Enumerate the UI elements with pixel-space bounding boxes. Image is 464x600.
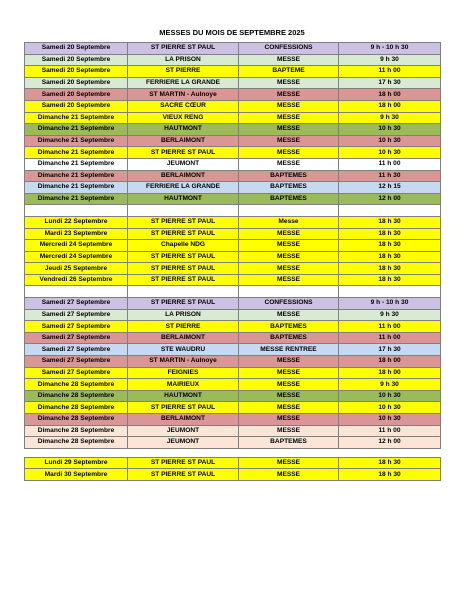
date-cell: Samedi 27 Septembre (25, 298, 128, 310)
event-type-cell: MESSE (239, 124, 339, 136)
event-type-cell: BAPTEMES (239, 332, 339, 344)
time-cell: 18 h 00 (339, 100, 441, 112)
date-cell: Dimanche 21 Septembre (25, 135, 128, 147)
time-cell: 12 h 00 (339, 193, 441, 205)
location-cell: ST PIERRE ST PAUL (128, 147, 239, 159)
location-cell: FERRIERE LA GRANDE (128, 77, 239, 89)
date-cell (25, 205, 128, 217)
table-row (25, 43, 441, 55)
event-type-cell: MESSE (239, 309, 339, 321)
section-gap (25, 448, 441, 457)
table-row (25, 437, 441, 449)
location-cell: VIEUX RENG (128, 112, 239, 124)
location-cell (128, 448, 239, 457)
table-row (25, 158, 441, 170)
time-cell: 10 h 30 (339, 414, 441, 426)
date-cell: Lundi 22 Septembre (25, 216, 128, 228)
time-cell: 11 h 00 (339, 158, 441, 170)
location-cell: STE WAUDRU (128, 344, 239, 356)
event-type-cell: BAPTEMES (239, 321, 339, 333)
event-type-cell: MESSE (239, 457, 339, 469)
location-cell: ST PIERRE ST PAUL (128, 402, 239, 414)
location-cell: Chapelle NDG (128, 240, 239, 252)
event-type-cell: MESSE (239, 100, 339, 112)
time-cell: 11 h 30 (339, 170, 441, 182)
time-cell: 18 h 30 (339, 263, 441, 275)
time-cell: 18 h 00 (339, 89, 441, 101)
table-row (25, 274, 441, 286)
location-cell: HAUTMONT (128, 124, 239, 136)
event-type-cell: MESSE (239, 158, 339, 170)
event-type-cell: BAPTEME (239, 66, 339, 78)
table-row (25, 77, 441, 89)
table-row (25, 344, 441, 356)
time-cell: 18 h 00 (339, 367, 441, 379)
time-cell (339, 286, 441, 298)
date-cell: Dimanche 28 Septembre (25, 425, 128, 437)
date-cell: Dimanche 21 Septembre (25, 193, 128, 205)
location-cell: ST PIERRE ST PAUL (128, 469, 239, 481)
schedule-body (25, 43, 441, 481)
date-cell: Samedi 27 Septembre (25, 344, 128, 356)
time-cell: 10 h 30 (339, 135, 441, 147)
date-cell (25, 286, 128, 298)
table-row (25, 100, 441, 112)
date-cell: Samedi 27 Septembre (25, 332, 128, 344)
event-type-cell: BAPTEMES (239, 182, 339, 194)
time-cell: 18 h 30 (339, 251, 441, 263)
event-type-cell: MESSE (239, 135, 339, 147)
table-row (25, 298, 441, 310)
location-cell: ST PIERRE ST PAUL (128, 274, 239, 286)
location-cell: JEUMONT (128, 425, 239, 437)
time-cell: 11 h 00 (339, 66, 441, 78)
date-cell: Samedi 20 Septembre (25, 89, 128, 101)
event-type-cell: MESSE (239, 414, 339, 426)
table-row (25, 193, 441, 205)
table-row (25, 402, 441, 414)
location-cell: ST MARTIN - Aulnoye (128, 89, 239, 101)
location-cell: ST PIERRE (128, 66, 239, 78)
time-cell: 18 h 30 (339, 228, 441, 240)
table-row (25, 367, 441, 379)
date-cell: Jeudi 25 Septembre (25, 263, 128, 275)
event-type-cell: Messe (239, 216, 339, 228)
event-type-cell: MESSE (239, 274, 339, 286)
date-cell: Mardi 30 Septembre (25, 469, 128, 481)
time-cell: 11 h 00 (339, 425, 441, 437)
table-row (25, 228, 441, 240)
time-cell (339, 448, 441, 457)
time-cell: 11 h 00 (339, 332, 441, 344)
date-cell: Dimanche 21 Septembre (25, 170, 128, 182)
location-cell (128, 286, 239, 298)
table-row (25, 66, 441, 78)
table-row (25, 216, 441, 228)
table-row (25, 379, 441, 391)
date-cell: Samedi 20 Septembre (25, 43, 128, 55)
event-type-cell: MESSE (239, 54, 339, 66)
location-cell: ST PIERRE ST PAUL (128, 263, 239, 275)
table-row (25, 457, 441, 469)
event-type-cell (239, 205, 339, 217)
event-type-cell: CONFESSIONS (239, 298, 339, 310)
date-cell: Dimanche 28 Septembre (25, 390, 128, 402)
mass-schedule-table (24, 42, 441, 481)
date-cell: Mercredi 24 Septembre (25, 251, 128, 263)
event-type-cell: MESSE (239, 240, 339, 252)
table-row (25, 135, 441, 147)
date-cell: Dimanche 28 Septembre (25, 379, 128, 391)
event-type-cell: MESSE (239, 89, 339, 101)
location-cell: FERRIERE LA GRANDE (128, 182, 239, 194)
table-row (25, 469, 441, 481)
date-cell: Samedi 27 Septembre (25, 367, 128, 379)
time-cell: 9 h 30 (339, 112, 441, 124)
time-cell: 10 h 30 (339, 124, 441, 136)
time-cell: 11 h 00 (339, 321, 441, 333)
table-row (25, 54, 441, 66)
table-row (25, 89, 441, 101)
table-row (25, 251, 441, 263)
event-type-cell: MESSE (239, 379, 339, 391)
table-row (25, 112, 441, 124)
blank-row (25, 205, 441, 217)
event-type-cell: CONFESSIONS (239, 43, 339, 55)
blank-row (25, 286, 441, 298)
table-row (25, 147, 441, 159)
time-cell: 9 h - 10 h 30 (339, 43, 441, 55)
time-cell: 9 h 30 (339, 379, 441, 391)
event-type-cell: MESSE (239, 77, 339, 89)
date-cell (25, 448, 128, 457)
event-type-cell: MESSE (239, 263, 339, 275)
table-row (25, 170, 441, 182)
event-type-cell: MESSE (239, 251, 339, 263)
location-cell: HAUTMONT (128, 390, 239, 402)
date-cell: Dimanche 28 Septembre (25, 437, 128, 449)
event-type-cell: BAPTEMES (239, 170, 339, 182)
event-type-cell (239, 286, 339, 298)
event-type-cell (239, 448, 339, 457)
table-row (25, 332, 441, 344)
table-row (25, 263, 441, 275)
location-cell: FEIGNIES (128, 367, 239, 379)
location-cell: ST PIERRE ST PAUL (128, 43, 239, 55)
time-cell: 10 h 30 (339, 147, 441, 159)
time-cell: 10 h 30 (339, 390, 441, 402)
time-cell: 18 h 30 (339, 274, 441, 286)
location-cell: BERLAIMONT (128, 414, 239, 426)
table-row (25, 240, 441, 252)
location-cell (128, 205, 239, 217)
event-type-cell: BAPTEMES (239, 437, 339, 449)
table-row (25, 309, 441, 321)
time-cell (339, 205, 441, 217)
event-type-cell: MESSE (239, 112, 339, 124)
location-cell: JEUMONT (128, 158, 239, 170)
date-cell: Dimanche 21 Septembre (25, 147, 128, 159)
time-cell: 17 h 30 (339, 344, 441, 356)
time-cell: 17 h 30 (339, 77, 441, 89)
time-cell: 18 h 00 (339, 356, 441, 368)
location-cell: ST MARTIN - Aulnoye (128, 356, 239, 368)
event-type-cell: BAPTEMES (239, 193, 339, 205)
time-cell: 10 h 30 (339, 402, 441, 414)
location-cell: JEUMONT (128, 437, 239, 449)
table-row (25, 182, 441, 194)
date-cell: Lundi 29 Septembre (25, 457, 128, 469)
location-cell: MAIRIEUX (128, 379, 239, 391)
date-cell: Samedi 27 Septembre (25, 309, 128, 321)
time-cell: 12 h 00 (339, 437, 441, 449)
time-cell: 18 h 30 (339, 457, 441, 469)
location-cell: LA PRISON (128, 54, 239, 66)
page-title: MESSES DU MOIS DE SEPTEMBRE 2025 (159, 28, 305, 37)
time-cell: 9 h 30 (339, 54, 441, 66)
location-cell: SACRE CŒUR (128, 100, 239, 112)
table-row (25, 414, 441, 426)
time-cell: 18 h 30 (339, 240, 441, 252)
time-cell: 18 h 30 (339, 216, 441, 228)
location-cell: LA PRISON (128, 309, 239, 321)
location-cell: HAUTMONT (128, 193, 239, 205)
date-cell: Samedi 20 Septembre (25, 54, 128, 66)
event-type-cell: MESSE (239, 390, 339, 402)
location-cell: ST PIERRE ST PAUL (128, 298, 239, 310)
location-cell: ST PIERRE ST PAUL (128, 457, 239, 469)
location-cell: ST PIERRE ST PAUL (128, 251, 239, 263)
date-cell: Mardi 23 Septembre (25, 228, 128, 240)
date-cell: Dimanche 21 Septembre (25, 182, 128, 194)
event-type-cell: MESSE (239, 402, 339, 414)
event-type-cell: MESSE (239, 367, 339, 379)
date-cell: Dimanche 21 Septembre (25, 124, 128, 136)
date-cell: Samedi 20 Septembre (25, 66, 128, 78)
date-cell: Vendredi 26 Septembre (25, 274, 128, 286)
date-cell: Dimanche 21 Septembre (25, 158, 128, 170)
event-type-cell: MESSE RENTREE (239, 344, 339, 356)
location-cell: BERLAIMONT (128, 170, 239, 182)
date-cell: Dimanche 28 Septembre (25, 402, 128, 414)
event-type-cell: MESSE (239, 147, 339, 159)
date-cell: Samedi 27 Septembre (25, 321, 128, 333)
location-cell: BERLAIMONT (128, 135, 239, 147)
time-cell: 9 h - 10 h 30 (339, 298, 441, 310)
location-cell: ST PIERRE ST PAUL (128, 228, 239, 240)
event-type-cell: MESSE (239, 228, 339, 240)
location-cell: ST PIERRE ST PAUL (128, 216, 239, 228)
date-cell: Samedi 20 Septembre (25, 100, 128, 112)
date-cell: Mercredi 24 Septembre (25, 240, 128, 252)
event-type-cell: MESSE (239, 469, 339, 481)
date-cell: Dimanche 28 Septembre (25, 414, 128, 426)
event-type-cell: MESSE (239, 425, 339, 437)
date-cell: Samedi 20 Septembre (25, 77, 128, 89)
table-row (25, 124, 441, 136)
event-type-cell: MESSE (239, 356, 339, 368)
location-cell: ST PIERRE (128, 321, 239, 333)
table-row (25, 390, 441, 402)
table-row (25, 356, 441, 368)
location-cell: BERLAIMONT (128, 332, 239, 344)
date-cell: Dimanche 21 Septembre (25, 112, 128, 124)
date-cell: Samedi 27 Septembre (25, 356, 128, 368)
table-row (25, 425, 441, 437)
time-cell: 18 h 30 (339, 469, 441, 481)
time-cell: 12 h 15 (339, 182, 441, 194)
time-cell: 9 h 30 (339, 309, 441, 321)
table-row (25, 321, 441, 333)
